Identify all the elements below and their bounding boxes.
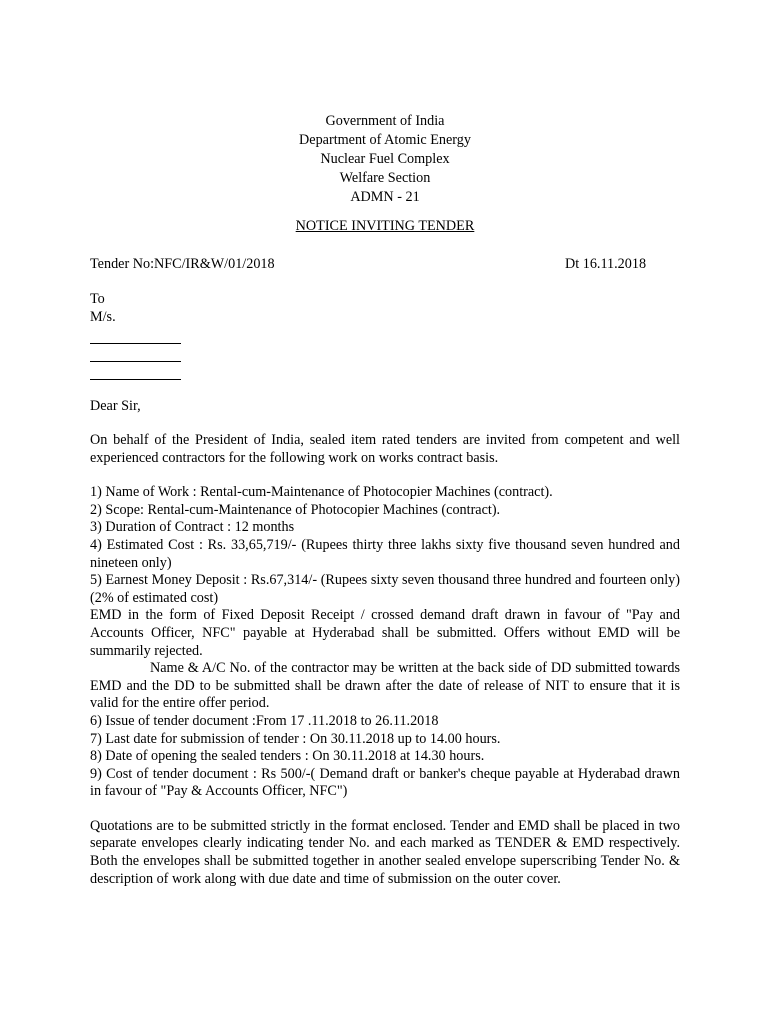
- item-opening-date: 8) Date of opening the sealed tenders : On 30.11.2018 at 14.30 hours.: [90, 748, 485, 765]
- letterhead: [0, 112, 770, 207]
- tender-date: Dt 16.11.2018: [565, 256, 647, 272]
- header-section: Welfare Section: [339, 170, 431, 186]
- item-issue-of-document: 6) Issue of tender document :From 17 .11.2018 to 26.11.2018: [90, 712, 439, 729]
- header-department: Department of Atomic Energy: [299, 132, 471, 148]
- notice-body: [90, 432, 680, 888]
- item-earnest-money: 5) Earnest Money Deposit : Rs.67,314/- (Rupees sixty seven thousand three hundred and fourteen only) (2% of estimated cost): [90, 572, 680, 606]
- header-government: Government of India: [325, 113, 445, 129]
- item-scope: 2) Scope: Rental-cum-Maintenance of Photocopier Machines (contract).: [90, 501, 501, 518]
- header-complex: Nuclear Fuel Complex: [320, 151, 450, 167]
- address-blank-line: [90, 362, 181, 380]
- notice-title: NOTICE INVITING TENDER: [295, 218, 475, 234]
- tender-number: Tender No:NFC/IR&W/01/2018: [90, 256, 275, 272]
- intro-paragraph: On behalf of the President of India, sealed item rated tenders are invited from competent and well experienced contractors for the following work on works contract basis.: [90, 432, 680, 466]
- name-ac-paragraph: Name & A/C No. of the contractor may be written at the back side of DD submitted towards EMD and the DD to be submitted shall be drawn after the date of release of NIT to ensure that it is valid for the entire offer period.: [90, 660, 680, 712]
- address-blank-line: [90, 344, 181, 362]
- item-last-date: 7) Last date for submission of tender : On 30.11.2018 up to 14.00 hours.: [90, 730, 501, 747]
- address-blank-line: [90, 326, 181, 344]
- item-estimated-cost: 4) Estimated Cost : Rs. 33,65,719/- (Rupees thirty three lakhs sixty five thousand seven hundred and nineteen only): [90, 536, 680, 571]
- salutation: Dear Sir,: [90, 398, 141, 414]
- quotations-paragraph: Quotations are to be submitted strictly in the format enclosed. Tender and EMD shall be placed in two separate envelopes clearly indicating tender No. and each marked as TENDER & EMD respectively. Both the envelopes shall be submitted together in another sealed envelope superscribing Tender No. & description of work along with due date and time of submission on the outer cover.: [90, 817, 680, 887]
- emd-paragraph: EMD in the form of Fixed Deposit Receipt / crossed demand draft drawn in favour of "Pay and Accounts Officer, NFC" payable at Hyderabad shall be submitted. Offers without EMD will be summarily rejected.: [90, 607, 680, 659]
- address-to: To: [90, 291, 105, 307]
- address-ms: M/s.: [90, 309, 116, 325]
- item-duration: 3) Duration of Contract : 12 months: [90, 519, 295, 536]
- address-block: [90, 290, 181, 380]
- item-name-of-work: 1) Name of Work : Rental-cum-Maintenance of Photocopier Machines (contract).: [90, 484, 553, 501]
- item-cost-of-document: 9) Cost of tender document : Rs 500/-( Demand draft or banker's cheque payable at Hyderabad drawn in favour of "Pay & Accounts Officer, NFC"): [90, 765, 680, 800]
- header-admn: ADMN - 21: [350, 189, 420, 205]
